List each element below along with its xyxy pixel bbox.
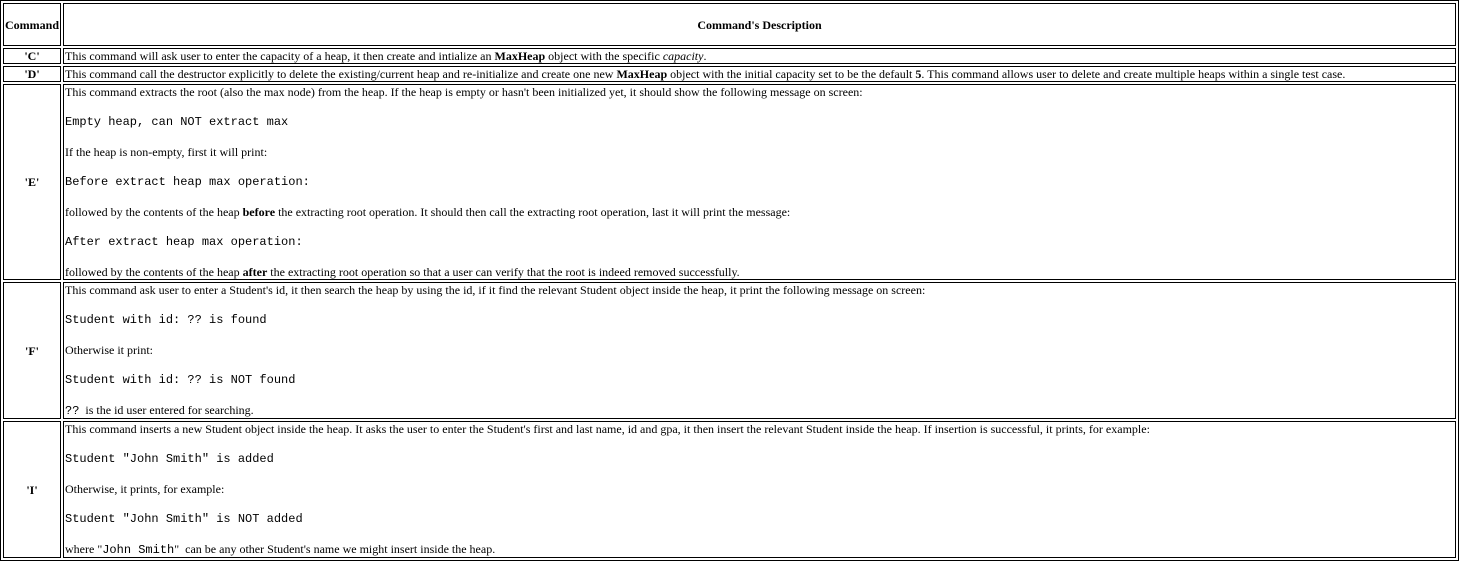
command-key-d: 'D'	[3, 66, 61, 82]
description-f	[63, 282, 1456, 419]
italic-text: capacity	[662, 49, 704, 63]
command-key-e: 'E'	[3, 84, 61, 280]
table-row-i	[3, 421, 1456, 558]
text: . This command allows user to delete and create multiple heaps within a single test case.	[921, 67, 1346, 81]
description-text: Otherwise, it prints, for example:	[65, 482, 225, 496]
text: followed by the contents of the heap	[65, 205, 243, 219]
text: the extracting root operation. It should then call the extracting root operation, last it will print the message:	[275, 205, 791, 219]
code-message: After extract heap max operation:	[65, 235, 303, 249]
description-text: If the heap is non-empty, first it will print:	[65, 145, 268, 159]
code-message: Before extract heap max operation:	[65, 175, 310, 189]
description-e	[63, 84, 1456, 280]
command-key-f: 'F'	[3, 282, 61, 419]
header-description: Command's Description	[63, 3, 1456, 46]
text: " can be any other Student's name we might insert inside the heap.	[174, 542, 496, 556]
description-text	[65, 542, 1454, 557]
text: the extracting root operation so that a user can verify that the root is indeed removed successfully.	[267, 265, 740, 279]
bold-text: MaxHeap	[616, 67, 668, 81]
text: where "	[65, 542, 103, 556]
description-text	[65, 265, 1454, 279]
bold-text: after	[242, 265, 268, 279]
code-message: Empty heap, can NOT extract max	[65, 115, 289, 129]
header-command: Command	[3, 3, 61, 46]
text: is the id user entered for searching.	[79, 403, 254, 417]
command-key-c: 'C'	[3, 48, 61, 64]
bold-text: MaxHeap	[494, 49, 546, 63]
description-text: This command extracts the root (also the max node) from the heap. If the heap is empty or hasn't been initialized yet, it should show the following message on screen:	[65, 85, 863, 99]
text: object with the specific	[545, 49, 663, 63]
header-row	[3, 3, 1456, 46]
description-text: This command ask user to enter a Student's id, it then search the heap by using the id, if it find the relevant Student object inside the heap, it print the following message on screen:	[65, 283, 926, 297]
code-message: Student with id: ?? is found	[65, 313, 267, 327]
table-row-d	[3, 66, 1456, 82]
text: This command call the destructor explicitly to delete the existing/current heap and re-initialize and create one new	[65, 67, 617, 81]
description-text	[65, 205, 1454, 219]
description-i	[63, 421, 1456, 558]
description-text	[65, 403, 1454, 418]
bold-text: 5	[915, 67, 922, 81]
text: This command will ask user to enter the capacity of a heap, it then create and intialize an	[65, 49, 495, 63]
code-message: Student "John Smith" is added	[65, 452, 274, 466]
description-d	[63, 66, 1456, 82]
description-c	[63, 48, 1456, 64]
text: followed by the contents of the heap	[65, 265, 243, 279]
command-key-i: 'I'	[3, 421, 61, 558]
code-message: Student "John Smith" is NOT added	[65, 512, 303, 526]
table-row-e	[3, 84, 1456, 280]
bold-text: before	[242, 205, 276, 219]
description-text: Otherwise it print:	[65, 343, 153, 357]
code-message: Student with id: ?? is NOT found	[65, 373, 296, 387]
text: object with the initial capacity set to be the default	[667, 67, 916, 81]
table-row-c	[3, 48, 1456, 64]
code-text: John Smith	[102, 543, 175, 557]
table-row-f	[3, 282, 1456, 419]
description-text: This command inserts a new Student object inside the heap. It asks the user to enter the Student's first and last name, id and gpa, it then insert the relevant Student inside the heap. If insertion is successful, it prints, for example:	[65, 422, 1150, 436]
text: .	[703, 49, 707, 63]
code-text: ??	[65, 404, 80, 418]
